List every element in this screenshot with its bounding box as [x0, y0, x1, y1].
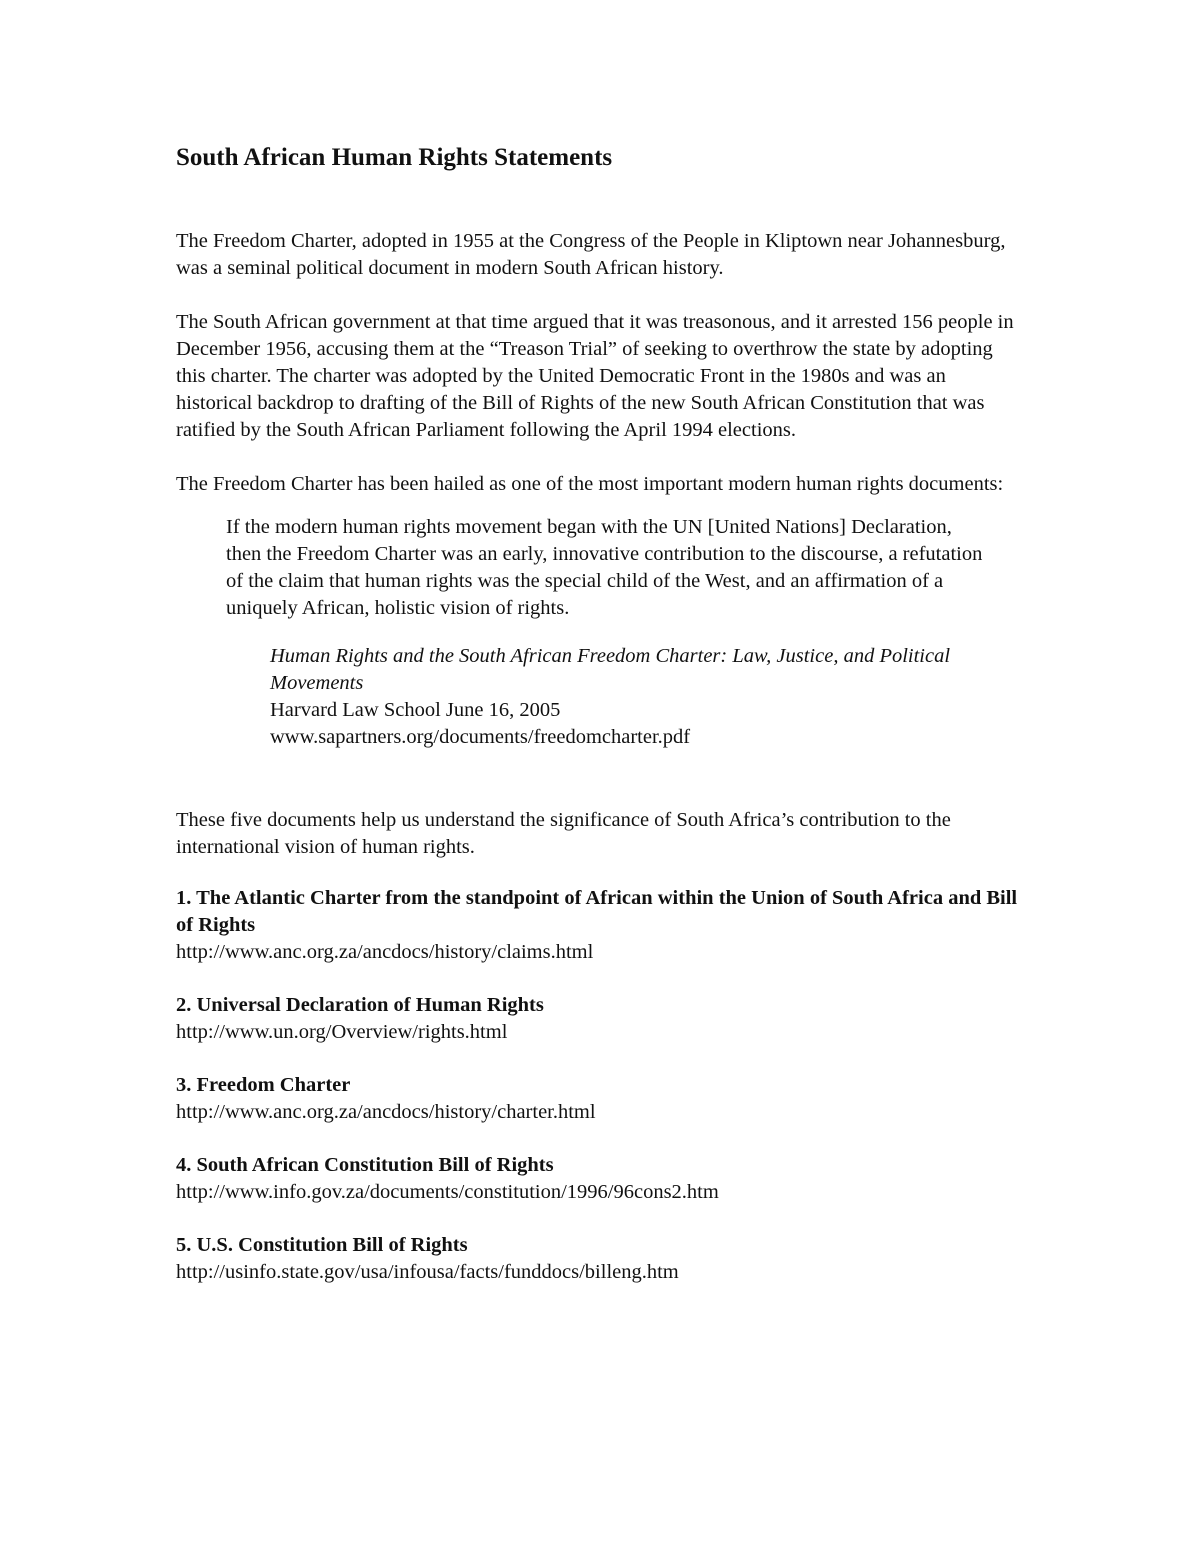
- paragraph-hailed: The Freedom Charter has been hailed as one of the most important modern human rights documents:: [176, 473, 1004, 495]
- citation: [270, 643, 1026, 751]
- citation-event: Harvard Law School June 16, 2005: [270, 698, 561, 721]
- document-item-url: http://www.anc.org.za/ancdocs/history/claims.html: [176, 940, 594, 963]
- document-item: [176, 992, 1026, 1046]
- page-title: South African Human Rights Statements: [176, 144, 613, 171]
- document-item: [176, 1232, 1026, 1286]
- document-item: [176, 1072, 1026, 1126]
- document-item-title: 3. Freedom Charter: [176, 1073, 351, 1096]
- citation-url: www.sapartners.org/documents/freedomcharter.pdf: [270, 725, 691, 748]
- block-quote: If the modern human rights movement began with the UN [United Nations] Declaration, then the Freedom Charter was an early, innovative contribution to the discourse, a refutation of the claim that human rights was the special child of the West, and an affirmation of a uniquely African, holistic vision of rights.: [226, 516, 983, 619]
- document-item-url: http://usinfo.state.gov/usa/infousa/facts/funddocs/billeng.htm: [176, 1260, 679, 1283]
- paragraph-freedom-charter-intro: The Freedom Charter, adopted in 1955 at the Congress of the People in Kliptown near Johannesburg, was a seminal political document in modern South African history.: [176, 230, 1006, 279]
- document-item-title: 5. U.S. Constitution Bill of Rights: [176, 1233, 468, 1256]
- document-item-title: 4. South African Constitution Bill of Rights: [176, 1153, 554, 1176]
- document-item-title: 1. The Atlantic Charter from the standpoint of African within the Union of South Africa and Bill of Rights: [176, 886, 1018, 936]
- document-item-title: 2. Universal Declaration of Human Rights: [176, 993, 544, 1016]
- document-item: [176, 885, 1026, 966]
- document-item-url: http://www.un.org/Overview/rights.html: [176, 1020, 508, 1043]
- document-item-url: http://www.anc.org.za/ancdocs/history/charter.html: [176, 1100, 596, 1123]
- paragraph-documents-intro: These five documents help us understand the significance of South Africa’s contribution to the international vision of human rights.: [176, 808, 951, 858]
- document-item: [176, 1152, 1026, 1206]
- citation-book-title: Human Rights and the South African Freedom Charter: Law, Justice, and Political Movements: [270, 644, 951, 694]
- document-page: [176, 140, 1026, 1286]
- paragraph-treason-trial: The South African government at that time argued that it was treasonous, and it arrested 156 people in December 1956, accusing them at the “Treason Trial” of seeking to overthrow the state by adopting this charter. The charter was adopted by the United Democratic Front in the 1980s and was an historical backdrop to drafting of the Bill of Rights of the new South African Constitution that was ratified by the South African Parliament following the April 1994 elections.: [176, 311, 1014, 441]
- document-item-url: http://www.info.gov.za/documents/constitution/1996/96cons2.htm: [176, 1180, 719, 1203]
